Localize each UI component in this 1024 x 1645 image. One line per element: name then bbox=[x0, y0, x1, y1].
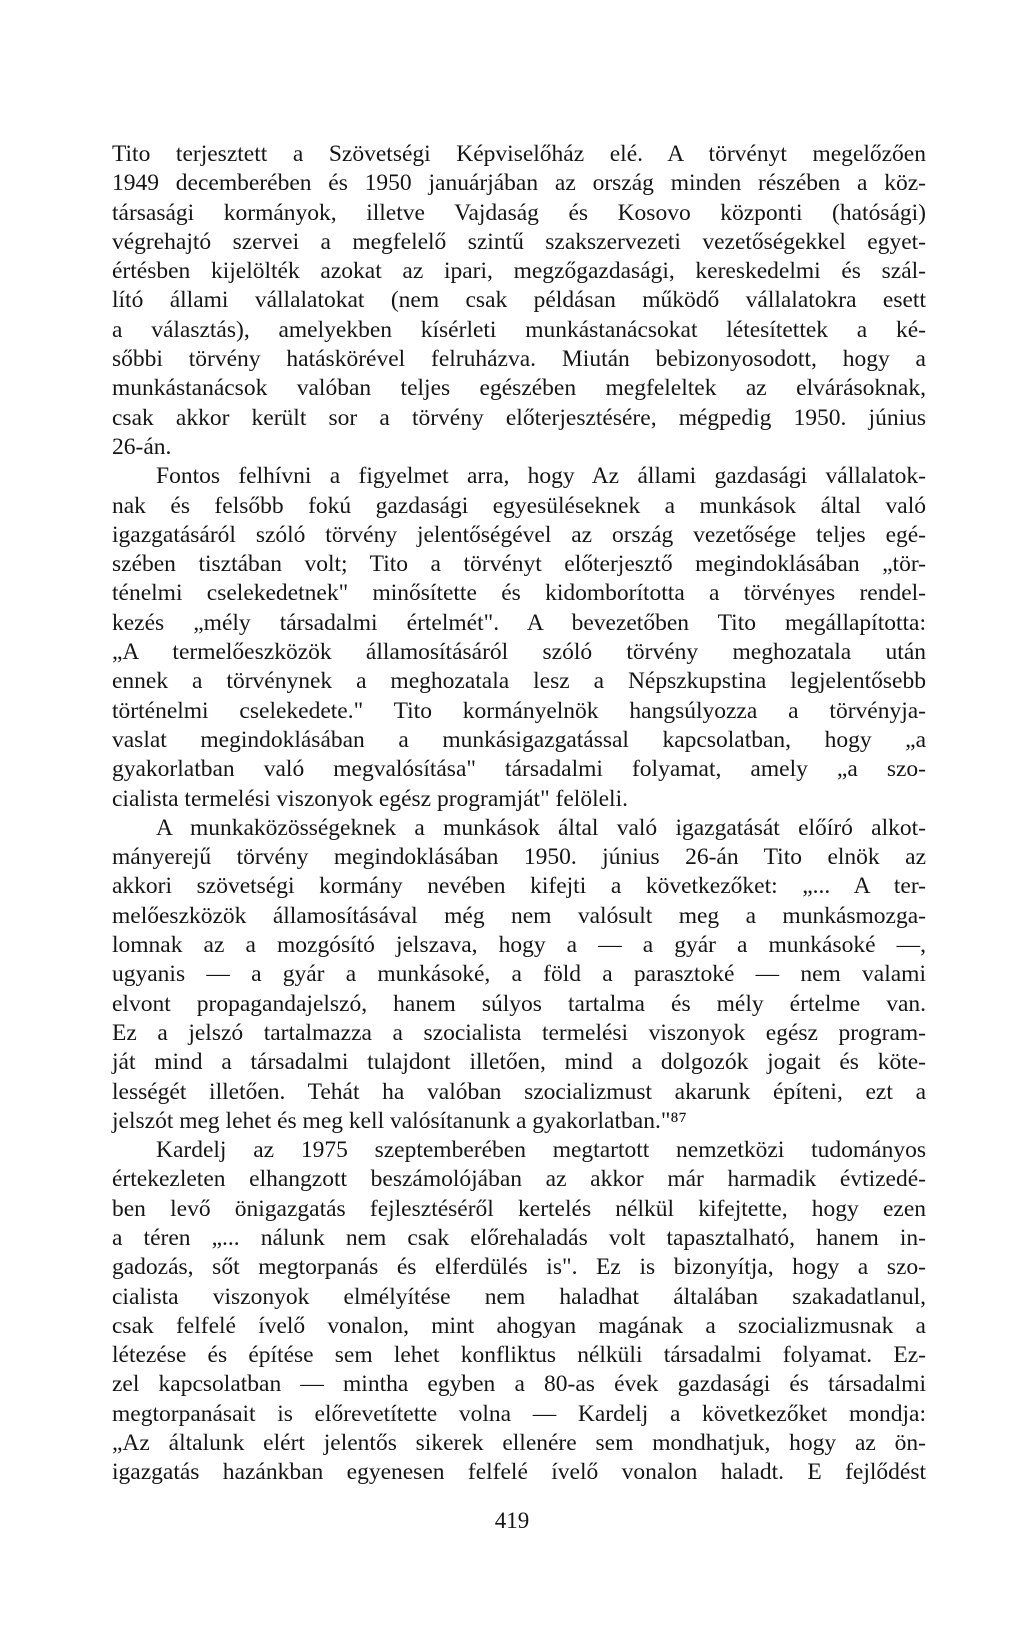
text-line: társasági kormányok, illetve Vajdaság és Kosovo központi (hatósági) bbox=[112, 199, 926, 226]
text-line: vaslat megindoklásában a munkásigazgatással kapcsolatban, hogy „a bbox=[112, 726, 926, 753]
text-line: zel kapcsolatban — mintha egyben a 80-as évek gazdasági és társadalmi bbox=[112, 1371, 926, 1398]
text-line: cialista viszonyok elmélyítése nem haladhat általában szakadatlanul, bbox=[112, 1283, 926, 1310]
paragraph bbox=[112, 462, 926, 814]
page-body bbox=[112, 140, 926, 1488]
text-line: ennek a törvénynek a meghozatala lesz a Népszkupstina legjelentősebb bbox=[112, 668, 926, 695]
text-line: értésben kijelölték azokat az ipari, megzőgazdasági, kereskedelmi és szál- bbox=[112, 258, 926, 285]
text-line: „Az általunk elért jelentős sikerek ellenére sem mondhatjuk, hogy az ön- bbox=[112, 1430, 926, 1457]
text-line: lomnak az a mozgósító jelszava, hogy a — a gyár a munkásoké —, bbox=[112, 932, 926, 959]
text-line: 26-án. bbox=[112, 433, 172, 460]
text-line: végrehajtó szervei a megfelelő szintű szakszervezeti vezetőségekkel egyet- bbox=[112, 228, 926, 255]
text-line: csak akkor került sor a törvény előterjesztésére, mégpedig 1950. június bbox=[112, 404, 926, 431]
text-line: lító állami vállalatokat (nem csak példásan működő vállalatokra esett bbox=[112, 287, 926, 314]
text-line: értekezleten elhangzott beszámolójában az akkor már harmadik évtizedé- bbox=[112, 1166, 926, 1193]
text-line: ben levő önigazgatás fejlesztéséről kertelés nélkül kifejtette, hogy ezen bbox=[112, 1195, 926, 1222]
text-line: jelszót meg lehet és meg kell valósítanunk a gyakorlatban."⁸⁷ bbox=[112, 1107, 687, 1134]
text-line: Kardelj az 1975 szeptemberében megtartott nemzetközi tudományos bbox=[156, 1137, 926, 1164]
text-line: szében tisztában volt; Tito a törvényt előterjesztő megindoklásában „tör- bbox=[112, 551, 926, 578]
text-line: ját mind a társadalmi tulajdont illetően, mind a dolgozók jogait és köte- bbox=[112, 1049, 926, 1076]
text-line: ugyanis — a gyár a munkásoké, a föld a parasztoké — nem valami bbox=[112, 961, 926, 988]
text-line: melőeszközök államosításával még nem valósult meg a munkásmozga- bbox=[112, 902, 926, 929]
text-line: nak és felsőbb fokú gazdasági egyesüléseknek a munkások által való bbox=[112, 492, 926, 519]
text-line: Ez a jelszó tartalmazza a szocialista termelési viszonyok egész program- bbox=[112, 1019, 926, 1046]
text-line: elvont propagandajelszó, hanem súlyos tartalma és mély értelme van. bbox=[112, 990, 926, 1017]
text-line: gyakorlatban való megvalósítása" társadalmi folyamat, amely „a szo- bbox=[112, 756, 926, 783]
text-line: kezés „mély társadalmi értelmét". A bevezetőben Tito megállapította: bbox=[112, 609, 926, 636]
page-number: 419 bbox=[494, 1508, 530, 1533]
paragraph bbox=[112, 814, 926, 1136]
text-line: történelmi cselekedete." Tito kormányelnök hangsúlyozza a törvényja- bbox=[112, 697, 926, 724]
text-line: csak felfelé ívelő vonalon, mint ahogyan magának a szocializmusnak a bbox=[112, 1312, 926, 1339]
text-line: Tito terjesztett a Szövetségi Képviselőház elé. A törvényt megelőzően bbox=[112, 141, 926, 167]
text-line: 1949 decemberében és 1950 januárjában az ország minden részében a köz- bbox=[112, 170, 926, 197]
text-line: a választás), amelyekben kísérleti munkástanácsokat létesítettek a ké- bbox=[112, 316, 926, 343]
text-line: mányerejű törvény megindoklásában 1950. június 26-án Tito elnök az bbox=[112, 844, 926, 871]
text-line: akkori szövetségi kormány nevében kifejti a következőket: „... A ter- bbox=[112, 873, 926, 900]
text-line: igazgatás hazánkban egyenesen felfelé ívelő vonalon haladt. E fejlődést bbox=[112, 1459, 926, 1486]
text-line: munkástanácsok valóban teljes egészében megfeleltek az elvárásoknak, bbox=[112, 375, 926, 402]
paragraph bbox=[112, 140, 926, 462]
text-line: létezése és építése sem lehet konfliktus nélküli társadalmi folyamat. Ez- bbox=[112, 1342, 926, 1369]
paragraph bbox=[112, 1136, 926, 1488]
text-line: megtorpanásait is előrevetítette volna — Kardelj a következőket mondja: bbox=[112, 1400, 926, 1427]
text-line: cialista termelési viszonyok egész programját" felöleli. bbox=[112, 785, 628, 812]
text-line: gadozás, sőt megtorpanás és elferdülés is". Ez is bizonyítja, hogy a szo- bbox=[112, 1254, 926, 1281]
text-line: a téren „... nálunk nem csak előrehaladás volt tapasztalható, hanem in- bbox=[112, 1224, 926, 1251]
text-line: A munkaközösségeknek a munkások által való igazgatását előíró alkot- bbox=[156, 814, 926, 841]
text-line: „A termelőeszközök államosításáról szóló törvény meghozatala után bbox=[112, 639, 926, 666]
text-line: lességét illetően. Tehát ha valóban szocializmust akarunk építeni, ezt a bbox=[112, 1078, 926, 1105]
text-line: Fontos felhívni a figyelmet arra, hogy Az állami gazdasági vállalatok- bbox=[156, 463, 926, 490]
text-line: ténelmi cselekedetnek" minősítette és kidomborította a törvényes rendel- bbox=[112, 580, 926, 607]
text-line: igazgatásáról szóló törvény jelentőségével az ország vezetősége teljes egé- bbox=[112, 521, 926, 548]
text-line: sőbbi törvény hatáskörével felruházva. Miután bebizonyosodott, hogy a bbox=[112, 346, 926, 373]
